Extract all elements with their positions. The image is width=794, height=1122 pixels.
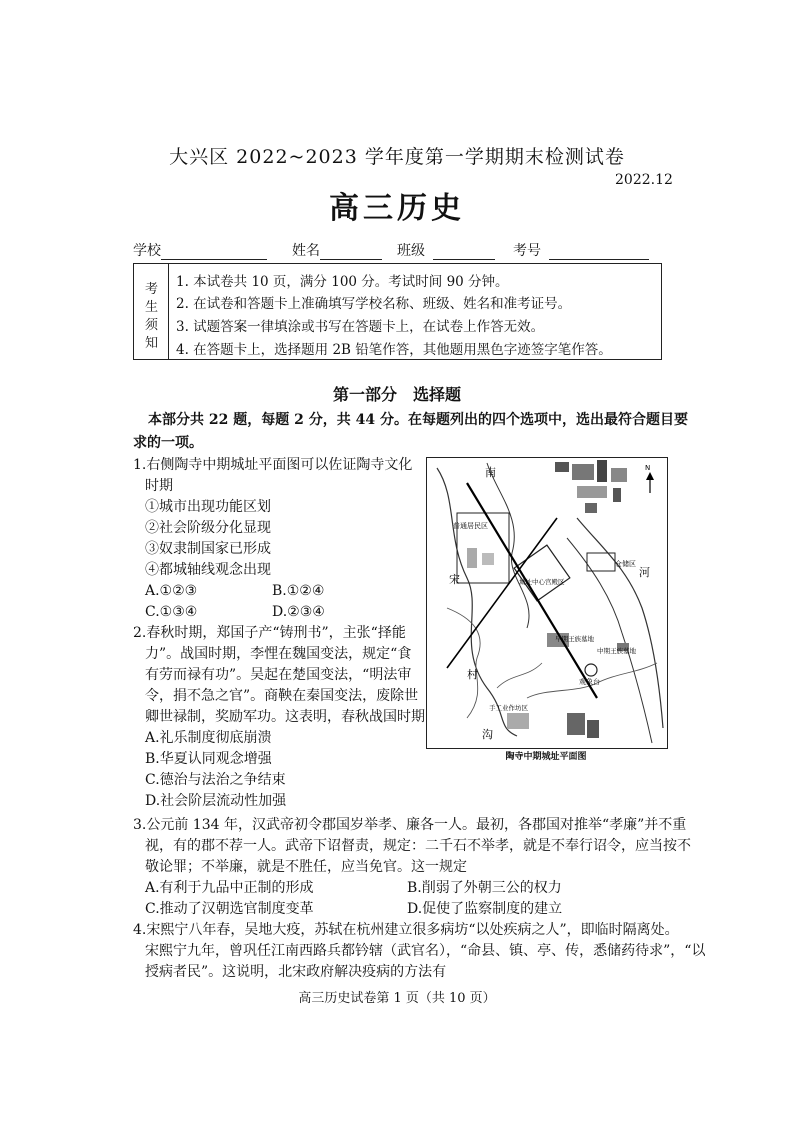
- notice-char: 生: [145, 300, 159, 315]
- map-label-river: 河: [639, 566, 650, 579]
- notice-char: 须: [145, 318, 159, 333]
- map-label-storage: 仓储区: [615, 560, 636, 568]
- q1-stem-cont: 时期: [145, 478, 173, 494]
- notice-item: 2. 在试卷和答题卡上准确填写学校名称、班级、姓名和准考证号。: [176, 296, 572, 312]
- settlement-block: [567, 713, 585, 735]
- settlement-block: [587, 720, 599, 738]
- page-footer: 高三历史试卷第 1 页（共 10 页）: [298, 991, 496, 1006]
- q3-stem: 3.公元前 134 年，汉武帝初令郡国岁举孝、廉各一人。最初，各郡国对推举“孝廉”并不重: [133, 817, 687, 833]
- city-axis-line: [467, 483, 597, 698]
- q2-option-d[interactable]: D.社会阶层流动性加强: [145, 793, 287, 809]
- map-label-north: N: [645, 464, 651, 472]
- notice-box: [133, 263, 662, 360]
- map-label-cun: 村: [467, 668, 478, 681]
- settlement-block: [613, 488, 621, 502]
- map-label-song: 宋: [449, 573, 460, 586]
- map-figure: [427, 458, 667, 748]
- notice-item: 1. 本试卷共 10 页，满分 100 分。考试时间 90 分钟。: [176, 274, 509, 290]
- section-title: 第一部分 选择题: [332, 385, 461, 404]
- map-caption-text: 陶寺中期城址平面图: [505, 752, 587, 762]
- taosi-city-map: [426, 457, 668, 749]
- map-label-observatory: 观象台: [579, 678, 600, 686]
- q2-stem: 卿世禄制，奖励军功。这表明，春秋战国时期: [145, 709, 425, 725]
- section-intro: 本部分共 22 题，每题 2 分，共 44 分。在每题列出的四个选项中，选出最符合题目要: [148, 412, 688, 428]
- notice-char: 考: [145, 282, 159, 297]
- q4-stem: 4.宋熙宁八年春，吴地大疫，苏轼在杭州建立很多病坊“以处疾病之人”，即临时隔离处。: [133, 922, 679, 938]
- settlement-block: [555, 462, 569, 472]
- gully-line: [487, 463, 529, 628]
- notice-item: 4. 在答题卡上，选择题用 2B 铅笔作答，其他题用黑色字迹签字笔作答。: [176, 342, 612, 358]
- school-field[interactable]: [133, 240, 267, 260]
- settlement-block: [577, 486, 607, 498]
- settlement-block: [572, 464, 594, 480]
- exam-date: 2022.12: [615, 172, 673, 188]
- settlement-block: [482, 553, 494, 565]
- q2-option-a[interactable]: A.礼乐制度彻底崩溃: [145, 730, 272, 746]
- q1-option-b[interactable]: B.①②④: [272, 583, 325, 599]
- exam-number-label: 考号: [513, 243, 541, 259]
- map-label-workshop: 手工业作坊区: [489, 704, 528, 712]
- q2-stem: 力”。战国时期，李悝在魏国变法，规定“食: [145, 646, 412, 662]
- workshop-area: [507, 713, 529, 729]
- q4-stem: 宋熙宁九年，曾巩任江南西路兵都钤辖（武官名），“命县、镇、亭、传，悉储药待求”，“以: [145, 943, 706, 959]
- exam-title: 大兴区 2022~2023 学年度第一学期期末检测试卷: [169, 146, 625, 168]
- q4-stem: 授病者民”。这说明，北宋政府解决疫病的方法有: [145, 964, 447, 980]
- map-label-cemetery-mid: 中期王族墓地: [597, 647, 636, 655]
- class-field[interactable]: [397, 240, 495, 260]
- section-intro-cont: 求的一项。: [133, 435, 203, 451]
- q3-option-c[interactable]: C.推动了汉朝选官制度变革: [145, 901, 314, 917]
- school-label: 学校: [133, 243, 161, 259]
- contour-line: [497, 663, 542, 688]
- settlement-block: [467, 548, 477, 568]
- settlement-block: [597, 460, 607, 482]
- exam-number-field[interactable]: [513, 240, 649, 260]
- map-label-residential: 普通居民区: [453, 522, 488, 530]
- q1-item: ③奴隶制国家已形成: [145, 541, 271, 557]
- observatory-mark: [585, 664, 597, 676]
- notice-char: 知: [145, 336, 159, 351]
- q2-stem: 令，捐不急之官”。商鞅在秦国变法，废除世: [145, 688, 419, 704]
- q2-stem: 2.春秋时期，郑国子产“铸刑书”，主张“择能: [133, 625, 406, 641]
- map-label-gou: 沟: [482, 728, 493, 741]
- name-label: 姓名: [292, 243, 320, 259]
- map-label-cemetery-early: 早期王族墓地: [555, 635, 594, 643]
- q3-option-d[interactable]: D.促使了监察制度的建立: [407, 901, 563, 917]
- q1-option-c[interactable]: C.①③④: [145, 604, 198, 620]
- q2-option-c[interactable]: C.德治与法治之争结束: [145, 772, 286, 788]
- settlement-block: [585, 503, 597, 513]
- q3-option-a[interactable]: A.有利于九品中正制的形成: [145, 880, 314, 896]
- notice-label: [134, 264, 169, 359]
- subject-title: 高三历史: [329, 191, 465, 226]
- q2-option-b[interactable]: B.华夏认同观念增强: [145, 751, 272, 767]
- q1-option-d[interactable]: D.②③④: [272, 604, 325, 620]
- q1-item: ②社会阶级分化显现: [145, 520, 271, 536]
- river-bank: [577, 518, 663, 728]
- notice-item: 3. 试题答案一律填涂或书写在答题卡上，在试卷上作答无效。: [176, 319, 545, 335]
- map-label-palace: 城址中心宫殿区: [519, 578, 565, 586]
- q3-option-b[interactable]: B.削弱了外朝三公的权力: [407, 880, 562, 896]
- q2-stem: 有劳而禄有功”。吴起在楚国变法，“明法审: [145, 667, 412, 683]
- map-label-south: 南: [485, 466, 496, 479]
- q3-stem: 视，有的郡不荐一人。武帝下诏督责，规定：二千石不举孝，就是不奉行诏令，应当按不: [145, 838, 691, 854]
- settlement-block: [611, 468, 627, 482]
- q1-option-a[interactable]: A.①②③: [145, 583, 198, 599]
- north-arrow-head: [646, 472, 654, 480]
- name-field[interactable]: [292, 240, 382, 260]
- q1-stem: 1.右侧陶寺中期城址平面图可以佐证陶寺文化: [133, 457, 413, 473]
- class-label: 班级: [397, 243, 425, 259]
- q3-stem: 敬论罪；不举廉，就是不胜任，应当免官。这一规定: [145, 859, 467, 875]
- q1-item: ①城市出现功能区划: [145, 499, 271, 515]
- q1-item: ④都城轴线观念出现: [145, 562, 271, 578]
